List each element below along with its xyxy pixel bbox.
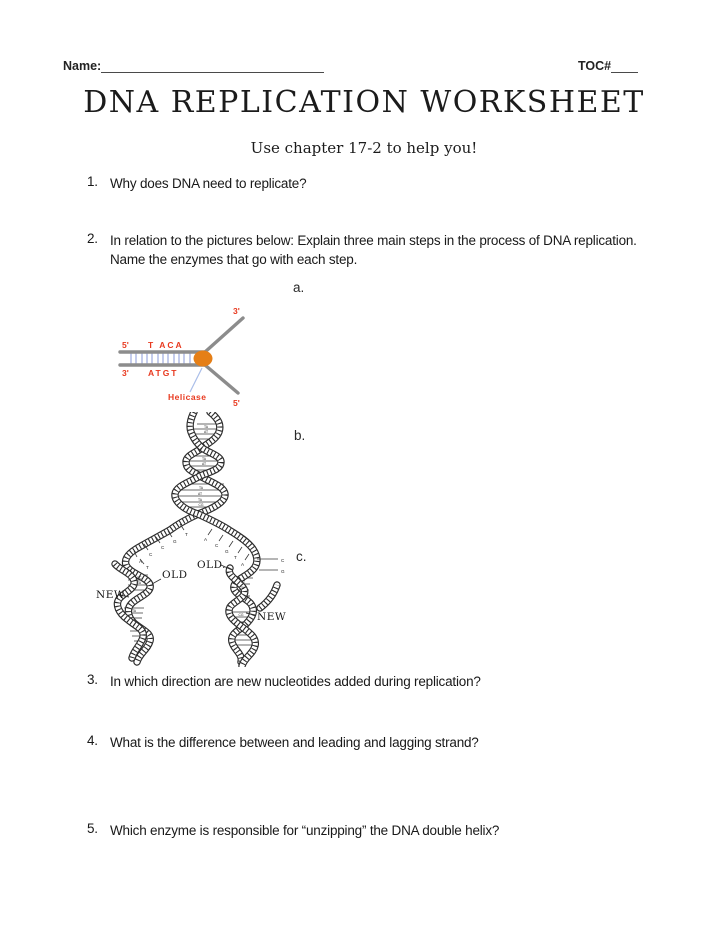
- old-strand-label-left: OLD: [162, 569, 188, 581]
- question-2-number: 2.: [87, 231, 98, 246]
- toc-field: [578, 59, 638, 73]
- new-strand-label-right: NEW: [257, 611, 287, 623]
- replication-fork-diagram: [113, 298, 258, 413]
- question-4: [87, 733, 479, 752]
- helicase-label: Helicase: [168, 392, 207, 402]
- unpaired-base: A: [139, 559, 143, 564]
- question-4-number: 4.: [87, 733, 98, 748]
- five-prime-left-label: 5': [122, 340, 129, 350]
- bottom-strand-sequence: ATGT: [148, 368, 179, 378]
- free-nucleotide: C: [281, 558, 285, 563]
- top-strand-sequence: T ACA: [148, 340, 184, 350]
- base-pair: GC: [136, 576, 142, 580]
- figure-label-b: b.: [294, 428, 306, 443]
- question-4-text: What is the difference between and leading and lagging strand?: [110, 735, 479, 750]
- base-pair: TA: [239, 586, 245, 590]
- name-blank-line: [101, 60, 324, 73]
- base-pair: CG: [198, 503, 204, 507]
- page-title: DNA REPLICATION WORKSHEET: [83, 85, 645, 120]
- question-2-text-line-1: In relation to the pictures below: Explain three main steps in the process of DNA replication.: [110, 233, 637, 248]
- unpaired-base: T: [234, 555, 237, 560]
- figure-label-a: a.: [293, 280, 305, 295]
- base-pair: AT: [201, 462, 207, 466]
- name-field: [63, 59, 324, 73]
- base-pair: TA: [203, 425, 209, 429]
- unpaired-base: T: [185, 532, 188, 537]
- base-pair: AT: [240, 580, 246, 584]
- question-3-text: In which direction are new nucleotides added during replication?: [110, 674, 481, 689]
- base-pair-rungs: [131, 354, 190, 364]
- question-1-text: Why does DNA need to replicate?: [110, 176, 307, 191]
- question-2: [87, 231, 637, 269]
- base-pair: TA: [197, 498, 203, 502]
- three-prime-right-label: 3': [233, 306, 240, 316]
- base-pair: TA: [201, 457, 207, 461]
- base-pair: CG: [238, 613, 244, 617]
- old-strand-label-right: OLD.: [197, 559, 226, 571]
- new-strand-label-left: NEW: [96, 589, 126, 601]
- unpaired-base: A: [241, 562, 245, 567]
- question-5-number: 5.: [87, 821, 98, 836]
- base-pair: TA: [136, 581, 142, 585]
- base-pair: AT: [197, 492, 203, 496]
- unpaired-base: G: [225, 549, 229, 554]
- unpaired-base: A: [204, 537, 208, 542]
- unpaired-base: G: [173, 539, 177, 544]
- three-prime-left-label: 3': [122, 368, 129, 378]
- page-subtitle: Use chapter 17-2 to help you!: [250, 139, 478, 157]
- question-5-text: Which enzyme is responsible for “unzipping” the DNA double helix?: [110, 823, 500, 838]
- question-1-number: 1.: [87, 174, 98, 189]
- question-3: [87, 672, 481, 691]
- name-label: Name:: [63, 59, 102, 73]
- question-1: [87, 174, 306, 193]
- unpaired-base: T: [146, 565, 149, 570]
- base-pair: TA: [131, 609, 137, 613]
- question-2-text-line-2: Name the enzymes that go with each step.: [110, 252, 358, 267]
- free-nucleotide: G: [281, 569, 285, 574]
- unpaired-base: C: [215, 543, 219, 548]
- unpaired-base: C: [161, 545, 165, 550]
- figure-label-c: c.: [296, 549, 307, 564]
- dna-helix-replication-diagram: [90, 412, 320, 667]
- unpaired-base: C: [149, 552, 153, 557]
- base-pair: AT: [203, 430, 209, 434]
- toc-blank-line: [611, 60, 638, 73]
- five-prime-right-label: 5': [233, 398, 240, 408]
- question-3-number: 3.: [87, 672, 98, 687]
- helicase-pointer-line: [190, 368, 202, 392]
- toc-label: TOC#: [578, 59, 612, 73]
- base-pair: TA: [198, 486, 204, 490]
- dna-strands: [120, 318, 243, 393]
- helicase-enzyme-icon: [194, 351, 213, 367]
- question-5: [87, 821, 499, 840]
